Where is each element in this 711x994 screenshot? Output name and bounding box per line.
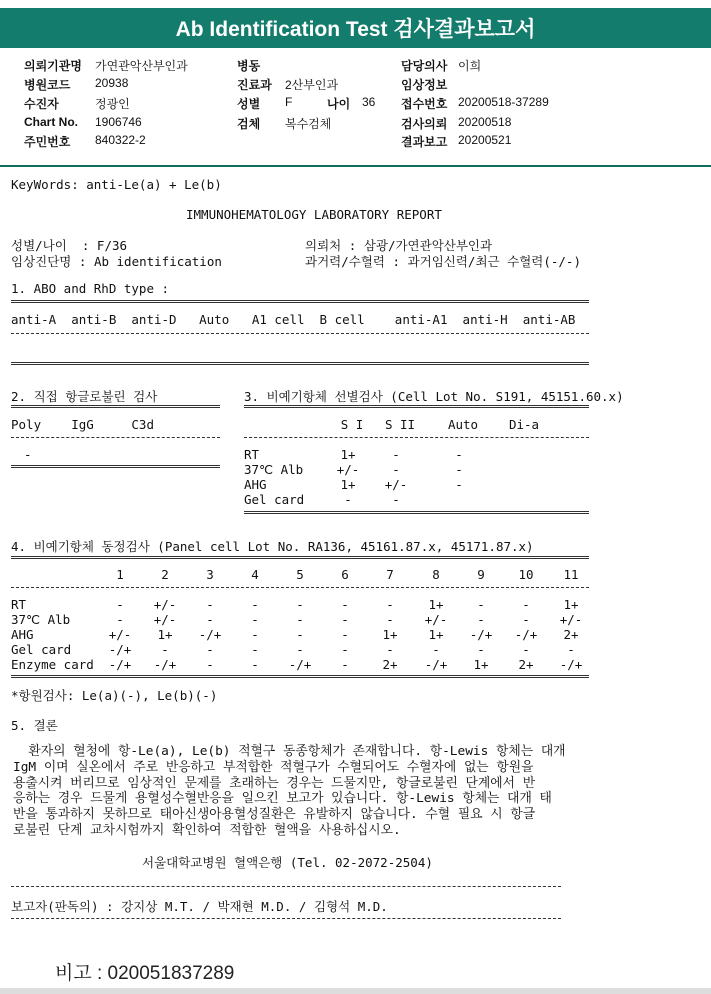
panel-col-header: 4	[251, 567, 259, 582]
panel-cell: -	[567, 642, 575, 657]
requester: 의뢰처 : 삼광/가연관악산부인과	[305, 238, 493, 253]
screen-cell: 1+	[340, 447, 356, 462]
panel-col-header: 3	[206, 567, 214, 582]
header-value: 20938	[95, 76, 129, 90]
rule	[11, 437, 220, 438]
keywords: KeyWords: anti-Le(a) + Le(b)	[11, 177, 222, 192]
sex-age: 성별/나이 : F/36	[11, 238, 128, 253]
header-value: 20200518-37289	[458, 95, 549, 109]
panel-cell: -	[522, 597, 530, 612]
panel-cell: -	[251, 657, 259, 672]
screen-cell: +/-	[336, 462, 360, 477]
antigen-test: *항원검사: Le(a)(-), Le(b)(-)	[11, 688, 218, 703]
rule	[244, 511, 589, 514]
panel-cell: 2+	[518, 657, 534, 672]
panel-row-label: 37℃ Alb	[11, 612, 71, 627]
panel-cell: 1+	[428, 597, 444, 612]
rule	[11, 587, 589, 588]
panel-cell: -	[206, 612, 214, 627]
panel-cell: -	[251, 612, 259, 627]
screen-row-label: AHG	[244, 477, 267, 492]
header-label: 의뢰기관명	[24, 59, 82, 73]
panel-cell: 2+	[382, 657, 398, 672]
conclusion-line: 로불린 단계 교차시험까지 확인하여 적합한 혈액을 사용하십시오.	[13, 822, 401, 838]
panel-cell: -/+	[108, 642, 132, 657]
report-title: Ab Identification Test 검사결과보고서	[0, 8, 711, 48]
panel-cell: -	[296, 642, 304, 657]
rule	[244, 437, 589, 438]
screen-col-header: S II	[384, 417, 416, 432]
header-label: 검사의뢰	[401, 117, 448, 131]
screen-col-header: Auto	[447, 417, 479, 432]
screen-row-label: 37℃ Alb	[244, 462, 304, 477]
rule	[11, 675, 589, 678]
panel-col-header: 10	[518, 567, 534, 582]
panel-cell: -/+	[559, 657, 583, 672]
header-value: 20200521	[458, 133, 512, 147]
header-label: 접수번호	[401, 97, 448, 111]
panel-title: 4. 비예기항체 동정검사 (Panel cell Lot No. RA136, 45161.87.x, 45171.87.x)	[11, 539, 534, 554]
header-label: 진료과	[237, 78, 272, 92]
screen-col-header: S I	[340, 417, 364, 432]
dat-headers: Poly IgG C3d	[11, 417, 154, 432]
panel-cell: -	[341, 642, 349, 657]
header-label: 담당의사	[401, 59, 448, 73]
panel-cell: -	[206, 642, 214, 657]
panel-row-label: Enzyme card	[11, 657, 94, 672]
panel-row-label: AHG	[11, 627, 34, 642]
header-label: 주민번호	[24, 135, 71, 149]
panel-cell: 1+	[428, 627, 444, 642]
panel-cell: -	[341, 612, 349, 627]
header-label: Chart No.	[24, 115, 78, 129]
panel-cell: -/+	[288, 657, 312, 672]
header-divider	[0, 165, 711, 167]
panel-cell: 1+	[563, 597, 579, 612]
panel-col-header: 7	[386, 567, 394, 582]
screen-row-label: Gel card	[244, 492, 305, 507]
panel-cell: -	[522, 642, 530, 657]
panel-cell: -/+	[424, 657, 448, 672]
panel-cell: -	[386, 642, 394, 657]
panel-cell: -	[477, 642, 485, 657]
panel-col-header: 9	[477, 567, 485, 582]
conclusion-line: 반을 통과하지 못하므로 태아신생아용혈성질환은 유발하지 않습니다. 수혈 필요 시 항글	[13, 807, 536, 823]
panel-cell: 1+	[157, 627, 173, 642]
footer-note: 비고 : 020051837289	[55, 963, 235, 984]
screen-cell: +/-	[384, 477, 408, 492]
panel-col-header: 5	[296, 567, 304, 582]
panel-col-header: 6	[341, 567, 349, 582]
age-value: 36	[362, 95, 376, 109]
header-value: 20200518	[458, 115, 512, 129]
panel-cell: -	[296, 627, 304, 642]
dat-value: -	[24, 447, 32, 462]
screen-cell: -	[455, 477, 463, 492]
conclusion-line: 용출시켜 버리므로 임상적인 문제를 초래하는 경우는 드물지만, 항글로불린 단계에서 반	[13, 775, 536, 791]
conclusion-title: 5. 결론	[11, 718, 58, 733]
panel-cell: -	[341, 627, 349, 642]
header-value: 840322-2	[95, 133, 146, 147]
dat-title: 2. 직접 항글로불린 검사	[11, 389, 158, 404]
panel-cell: 1+	[473, 657, 489, 672]
panel-row-label: RT	[11, 597, 27, 612]
panel-cell: -	[432, 642, 440, 657]
panel-col-header: 2	[161, 567, 169, 582]
screen-cell: -	[455, 447, 463, 462]
abo-headers: anti-A anti-B anti-D Auto A1 cell B cell anti-A1 anti-H anti-AB	[11, 312, 576, 327]
panel-cell: -	[251, 642, 259, 657]
screen-cell: -	[392, 462, 400, 477]
panel-cell: -	[522, 612, 530, 627]
header-label: 임상정보	[401, 78, 448, 92]
panel-col-header: 1	[116, 567, 124, 582]
header-value: 정광인	[95, 97, 130, 111]
header-value: 복수검체	[285, 117, 332, 131]
diagnosis: 임상진단명 : Ab identification	[11, 254, 222, 269]
panel-cell: -	[251, 597, 259, 612]
rule	[11, 362, 589, 365]
conclusion-line: 응하는 경우 드물게 용혈성수혈반응을 일으킨 보고가 있습니다. 항-Lewis 항체는 대개 태	[13, 791, 552, 807]
panel-cell: -/+	[469, 627, 493, 642]
panel-cell: -	[296, 597, 304, 612]
screen-cell: 1+	[340, 477, 356, 492]
screen-cell: -	[392, 447, 400, 462]
header-label: 검체	[237, 117, 261, 131]
panel-cell: +/-	[424, 612, 448, 627]
panel-cell: -	[206, 657, 214, 672]
header-label: 수진자	[24, 97, 59, 111]
screen-title: 3. 비예기항체 선별검사 (Cell Lot No. S191, 45151.60.x)	[244, 389, 624, 404]
rule	[11, 405, 220, 408]
lab-title: IMMUNOHEMATOLOGY LABORATORY REPORT	[186, 207, 442, 222]
panel-cell: 1+	[382, 627, 398, 642]
header-label: 병원코드	[24, 78, 71, 92]
panel-cell: -/+	[514, 627, 538, 642]
panel-col-header: 8	[432, 567, 440, 582]
panel-cell: -	[116, 612, 124, 627]
screen-col-header: Di-a	[508, 417, 540, 432]
rule	[11, 556, 589, 559]
header-value: 이희	[458, 59, 482, 73]
conclusion-line: IgM 이며 실온에서 주로 반응하고 부적합한 적혈구가 수혈되어도 수혈자에 없는 항원을	[13, 759, 534, 775]
rule	[11, 886, 561, 887]
panel-cell: -	[296, 612, 304, 627]
panel-row-label: Gel card	[11, 642, 72, 657]
header-value: 1906746	[95, 115, 142, 129]
header-value: 가연관악산부인과	[95, 59, 188, 73]
reporter-line: 보고자(판독의) : 강지상 M.T. / 박재현 M.D. / 김형석 M.D.	[11, 899, 388, 914]
header-label: 성별	[237, 97, 261, 111]
panel-cell: -	[206, 597, 214, 612]
panel-cell: -	[116, 597, 124, 612]
rule	[11, 918, 561, 919]
screen-cell: -	[455, 462, 463, 477]
bottom-bar	[0, 988, 711, 994]
hospital-line: 서울대학교병원 혈액은행 (Tel. 02-2072-2504)	[142, 855, 433, 870]
panel-cell: -	[341, 597, 349, 612]
rule	[11, 333, 589, 334]
panel-cell: -	[161, 642, 169, 657]
rule	[244, 405, 589, 408]
panel-cell: -	[386, 612, 394, 627]
panel-cell: -	[251, 627, 259, 642]
panel-cell: 2+	[563, 627, 579, 642]
panel-cell: -/+	[153, 657, 177, 672]
header-value: 2산부인과	[285, 78, 339, 92]
screen-cell: -	[344, 492, 352, 507]
conclusion-text	[13, 744, 643, 839]
panel-col-header: 11	[563, 567, 579, 582]
rule	[11, 465, 220, 468]
age-label: 나이	[327, 97, 351, 111]
panel-cell: +/-	[559, 612, 583, 627]
conclusion-line: 환자의 혈청에 항-Le(a), Le(b) 적혈구 동종항체가 존재합니다. 항-Lewis 항체는 대개	[13, 744, 566, 759]
rule	[11, 300, 589, 303]
header-value: F	[285, 95, 293, 109]
abo-title: 1. ABO and RhD type :	[11, 281, 170, 296]
panel-cell: -/+	[198, 627, 222, 642]
panel-cell: -	[477, 612, 485, 627]
panel-cell: +/-	[153, 597, 177, 612]
panel-cell: -	[386, 597, 394, 612]
panel-cell: -/+	[108, 657, 132, 672]
screen-cell: -	[392, 492, 400, 507]
panel-cell: +/-	[108, 627, 132, 642]
header-label: 병동	[237, 59, 261, 73]
panel-cell: +/-	[153, 612, 177, 627]
panel-cell: -	[477, 597, 485, 612]
panel-cell: -	[341, 657, 349, 672]
header-label: 결과보고	[401, 135, 448, 149]
screen-row-label: RT	[244, 447, 260, 462]
history: 과거력/수혈력 : 과거임신력/최근 수혈력(-/-)	[305, 254, 581, 269]
